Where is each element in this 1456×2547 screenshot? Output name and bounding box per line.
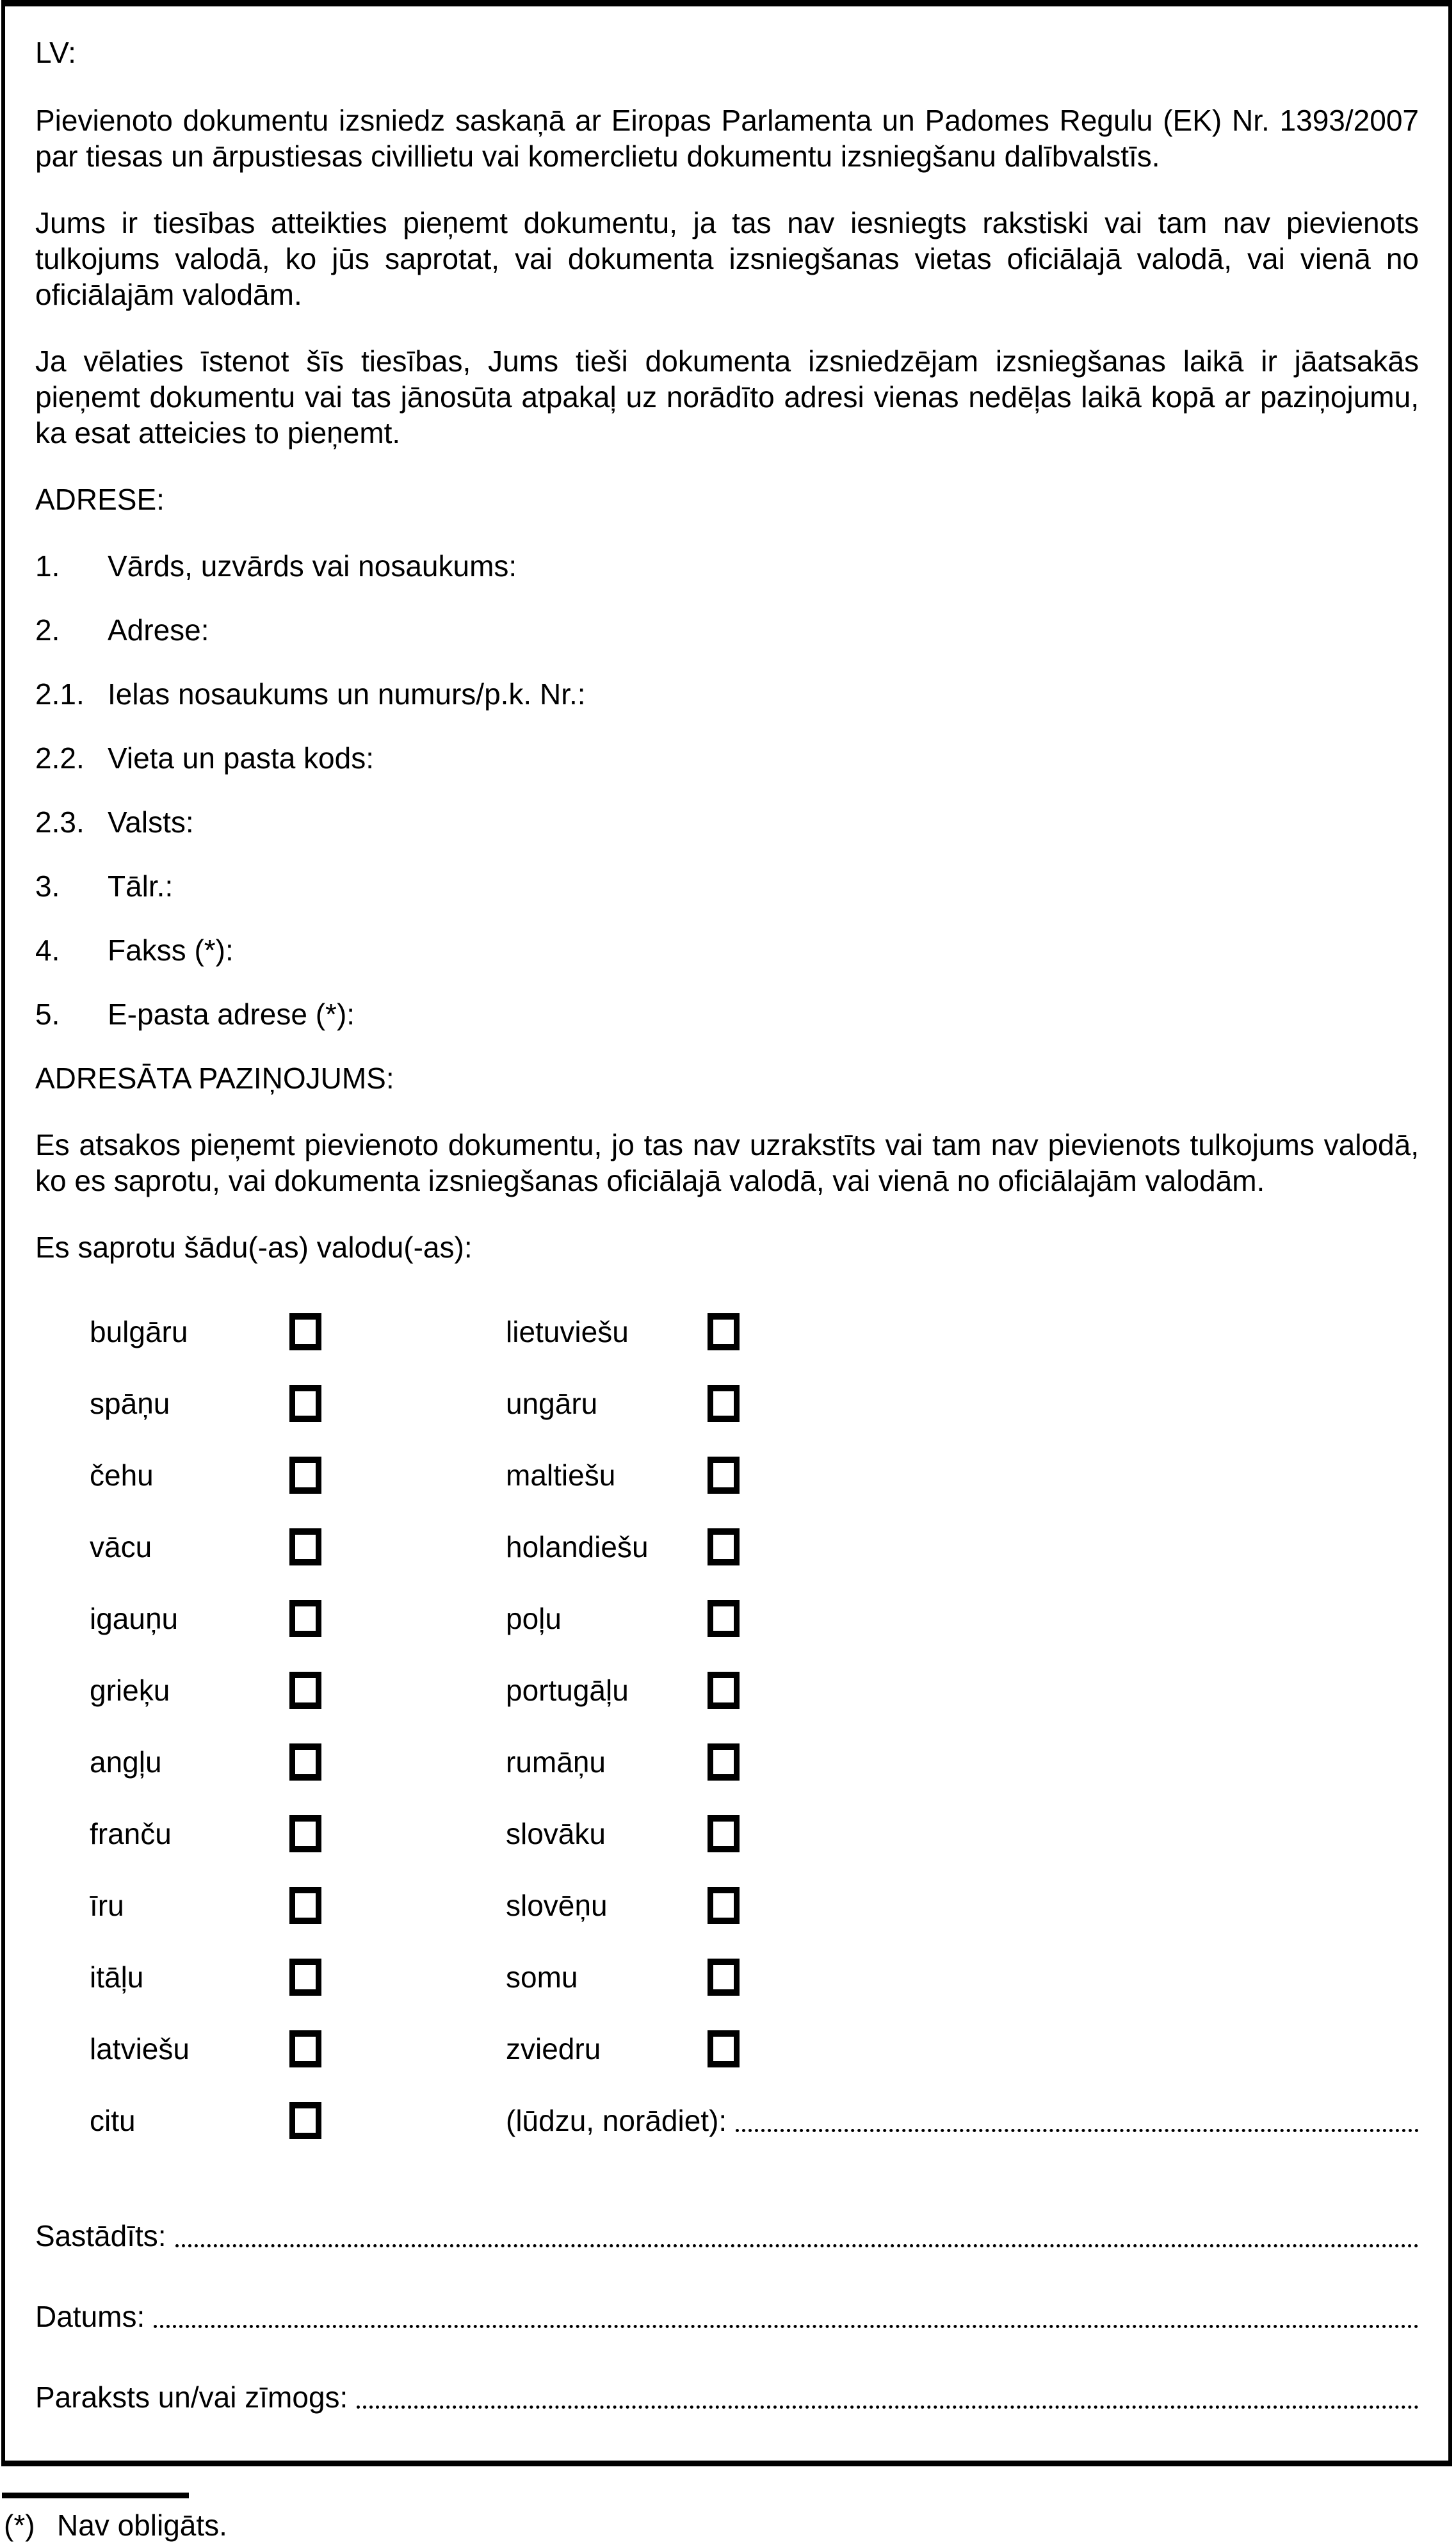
checkbox-maltiesu[interactable] (708, 1457, 740, 1494)
language-row-other (35, 2085, 1419, 2156)
language-label-left: franču (90, 1817, 172, 1850)
language-row (35, 1296, 1419, 1368)
checkbox-anglu[interactable] (289, 1743, 321, 1781)
address-item-number: 2.1. (35, 677, 85, 711)
address-item-label-adrese: Adrese: (108, 613, 209, 647)
address-list-item (35, 932, 1419, 968)
intro-paragraph-regulation: Pievienoto dokumentu izsniedz saskaņā ar Eiropas Parlamenta un Padomes Regulu (EK) Nr. 1393/2007 par tiesas un ārpustiesas civillietu vai komerclietu dokumentu izsniegšanu dalībvalstīs. (35, 104, 1419, 173)
language-code-label: LV: (35, 36, 76, 69)
language-label-right: portugāļu (506, 1674, 629, 1707)
language-row (35, 1654, 1419, 1726)
checkbox-lietuviesu[interactable] (708, 1313, 740, 1350)
language-label-right: rumāņu (506, 1745, 606, 1779)
checkbox-rumanu[interactable] (708, 1743, 740, 1781)
fill-in-row (35, 2379, 1419, 2415)
language-row (35, 1941, 1419, 2013)
form-border-box (1, 0, 1452, 2466)
other-language-note (506, 2103, 1419, 2139)
language-label-left: spāņu (90, 1387, 170, 1420)
checkbox-bulgaru[interactable] (289, 1313, 321, 1350)
fill-in-line (175, 2244, 1419, 2247)
language-row (35, 1583, 1419, 1654)
language-row (35, 1726, 1419, 1798)
address-item-label-e-pasta-adrese: E-pasta adrese (*): (108, 998, 355, 1031)
language-checkbox-grid (35, 1296, 1419, 2156)
language-label-left: igauņu (90, 1602, 179, 1635)
address-heading: ADRESE: (35, 483, 165, 516)
address-list-item (35, 740, 1419, 776)
address-list-item (35, 804, 1419, 840)
language-label-left: itāļu (90, 1961, 144, 1994)
checkbox-spanu[interactable] (289, 1385, 321, 1422)
language-label-right: slovēņu (506, 1889, 608, 1922)
fill-in-row (35, 2218, 1419, 2254)
intro-paragraph-rights: Jums ir tiesības atteikties pieņemt dokumentu, ja tas nav iesniegts rakstiski vai tam nav pievienots tulkojums valodā, ko jūs saprotat, vai dokumenta izsniegšanas vietas oficiālajā valodā, vai vienā no oficiālajām valodām. (35, 206, 1419, 311)
fill-in-row (35, 2299, 1419, 2334)
language-label-left: citu (90, 2104, 136, 2137)
language-row (35, 1439, 1419, 1511)
checkbox-ungaru[interactable] (708, 1385, 740, 1422)
addressee-statement-heading: ADRESĀTA PAZIŅOJUMS: (35, 1062, 394, 1095)
refusal-statement-paragraph: Es atsakos pieņemt pievienoto dokumentu, jo tas nav uzrakstīts vai tam nav pievienots tulkojums valodā, ko es saprotu, vai dokumenta izsniegšanas oficiālajā valodā, vai vienā no oficiālajām valodām. (35, 1128, 1419, 1197)
fill-in-label-datums: Datums: (35, 2300, 145, 2333)
address-item-label-vards-uzvards-vai-nosaukums: Vārds, uzvārds vai nosaukums: (108, 549, 517, 583)
fill-in-label-sastadits: Sastādīts: (35, 2219, 166, 2252)
fill-in-line (154, 2325, 1419, 2328)
address-list (35, 548, 1419, 1032)
checkbox-slovenu[interactable] (708, 1887, 740, 1924)
checkbox-grieku[interactable] (289, 1672, 321, 1709)
checkbox-portugalu[interactable] (708, 1672, 740, 1709)
checkbox-cehu[interactable] (289, 1457, 321, 1494)
language-row (35, 2013, 1419, 2085)
footnote-marker: (*) (4, 2509, 35, 2542)
checkbox-holandiesu[interactable] (708, 1528, 740, 1565)
language-label-right: holandiešu (506, 1530, 649, 1564)
address-item-number: 2.3. (35, 805, 85, 839)
language-label-left: latviešu (90, 2032, 190, 2066)
language-row (35, 1870, 1419, 1941)
footnote (4, 2507, 227, 2543)
signature-fields (35, 2218, 1419, 2415)
checkbox-iru[interactable] (289, 1887, 321, 1924)
checkbox-somu[interactable] (708, 1959, 740, 1996)
language-label-right: lietuviešu (506, 1315, 629, 1348)
language-label-right: somu (506, 1961, 578, 1994)
address-item-label-valsts: Valsts: (108, 805, 194, 839)
language-label-left: angļu (90, 1745, 162, 1779)
address-list-item (35, 996, 1419, 1032)
checkbox-latviesu[interactable] (289, 2030, 321, 2067)
fill-in-line (357, 2406, 1419, 2409)
address-item-number: 2.2. (35, 741, 85, 775)
language-label-right: maltiešu (506, 1459, 616, 1492)
checkbox-slovaku[interactable] (708, 1815, 740, 1852)
address-item-number: 1. (35, 549, 60, 583)
address-item-number: 4. (35, 934, 60, 967)
checkbox-citu[interactable] (289, 2102, 321, 2139)
address-item-number: 3. (35, 869, 60, 903)
address-item-label-vieta-un-pasta-kods: Vieta un pasta kods: (108, 741, 374, 775)
intro-paragraph-procedure: Ja vēlaties īstenot šīs tiesības, Jums tieši dokumenta izsniedzējam izsniegšanas laikā ir jāatsakās pieņemt dokumentu vai tas jānosūta atpakaļ uz norādīto adresi vienas nedēļas laikā kopā ar paziņojumu, ka esat atteicies to pieņemt. (35, 344, 1419, 449)
address-item-number: 2. (35, 613, 60, 647)
other-language-fill-line (736, 2129, 1419, 2132)
language-label-left: īru (90, 1889, 124, 1922)
language-label-right: slovāku (506, 1817, 606, 1850)
language-row (35, 1368, 1419, 1439)
language-label-left: vācu (90, 1530, 152, 1564)
other-language-note-label: (lūdzu, norādiet): (506, 2104, 727, 2137)
checkbox-vacu[interactable] (289, 1528, 321, 1565)
language-row (35, 1511, 1419, 1583)
languages-prompt: Es saprotu šādu(-as) valodu(-as): (35, 1231, 473, 1264)
fill-in-label-paraksts-un-vai-zimogs: Paraksts un/vai zīmogs: (35, 2381, 348, 2414)
checkbox-polu[interactable] (708, 1600, 740, 1637)
address-list-item (35, 676, 1419, 712)
address-list-item (35, 612, 1419, 648)
checkbox-igaunu[interactable] (289, 1600, 321, 1637)
language-label-right: ungāru (506, 1387, 598, 1420)
checkbox-zviedru[interactable] (708, 2030, 740, 2067)
language-label-left: grieķu (90, 1674, 170, 1707)
address-list-item (35, 548, 1419, 584)
language-label-right: zviedru (506, 2032, 601, 2066)
address-item-number: 5. (35, 998, 60, 1031)
footnote-text: Nav obligāts. (57, 2509, 227, 2542)
language-label-left: bulgāru (90, 1315, 188, 1348)
address-item-label-talr: Tālr.: (108, 869, 174, 903)
footnote-separator-line (2, 2493, 189, 2498)
language-row (35, 1798, 1419, 1870)
address-item-label-ielas-nosaukums-un-numurs-p-k-nr: Ielas nosaukums un numurs/p.k. Nr.: (108, 677, 586, 711)
address-list-item (35, 868, 1419, 904)
checkbox-francu[interactable] (289, 1815, 321, 1852)
address-item-label-fakss: Fakss (*): (108, 934, 234, 967)
language-label-left: čehu (90, 1459, 154, 1492)
language-label-right: poļu (506, 1602, 562, 1635)
checkbox-italu[interactable] (289, 1959, 321, 1996)
